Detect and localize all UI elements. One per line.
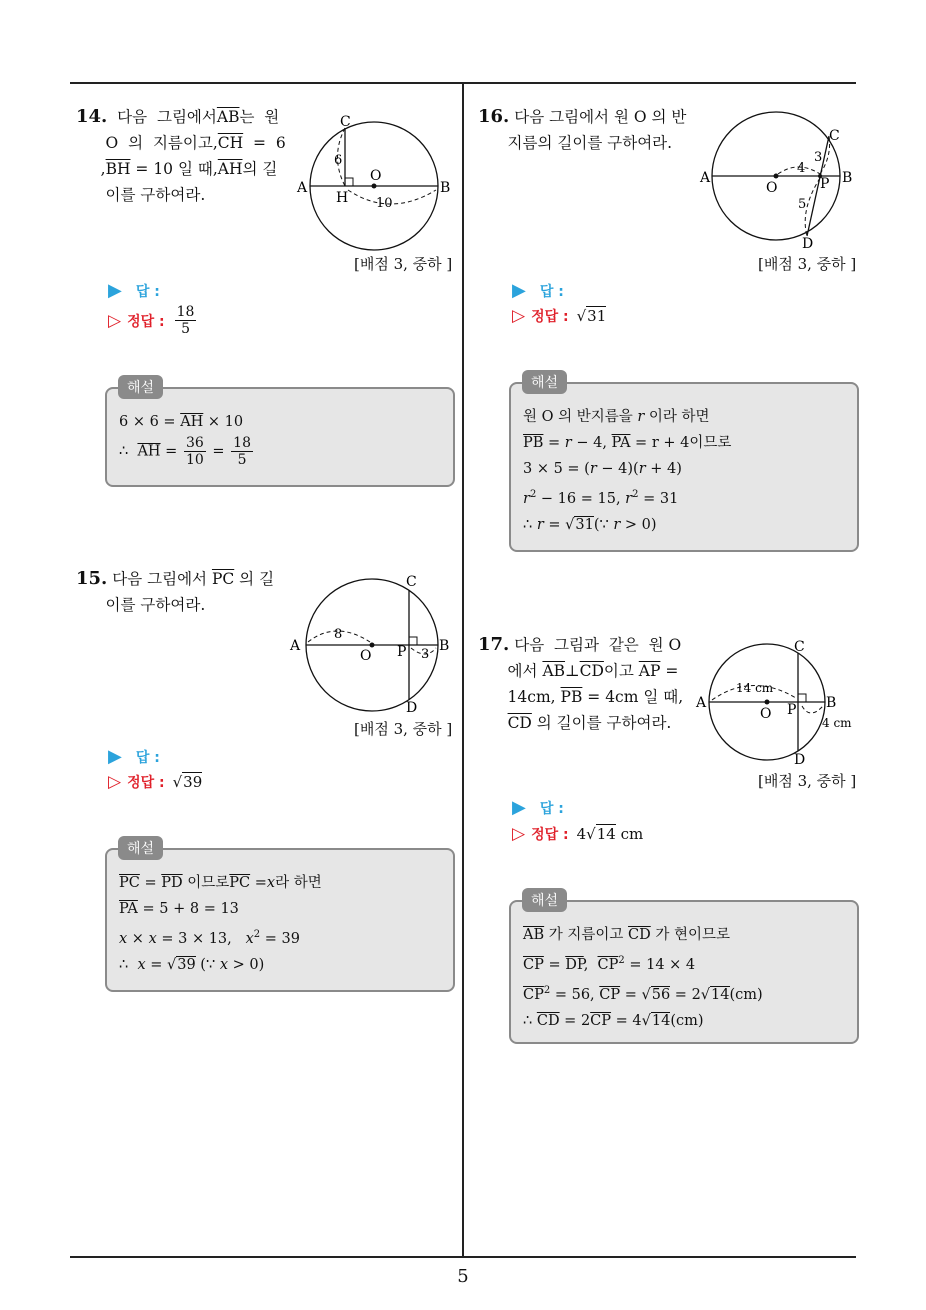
score-17: [배점 3, 중하 ] — [758, 772, 857, 790]
page-number: 5 — [457, 1266, 469, 1287]
question-17-text: 17. 다음 그림과 같은 원 O 에서 $\overline{AB}\perp\overline{CD}$이고 $\overline{AP}$ = 14cm, $\overline{PB} = 4cm$ 일 때, $\overline{CD}$ 의 길이를 구하여라. — [478, 634, 684, 732]
correct-row-14: ▷ 정답 : $\frac{18}{5}$ — [108, 304, 195, 337]
triangle-icon: ▶ — [512, 797, 526, 818]
label-o: O — [760, 706, 772, 722]
label-three: 3 — [814, 150, 823, 165]
solution-box-14: $6 \times 6 = \overline{AH} \times 10$ ∴ $\overline{AH}$ = $\frac{36}{10}$ = $\frac{18}{5}$ — [105, 387, 455, 487]
label-eight: 8 — [334, 627, 343, 642]
answer-row-17: ▶ 답 : — [512, 797, 564, 818]
figure-17-circle — [692, 636, 864, 770]
question-15-text: 15. 다음 그림에서 $\overline{PC}$ 의 길 이를 구하여라. — [76, 568, 275, 614]
triangle-icon: ▶ — [108, 746, 122, 767]
label-b: B — [826, 695, 837, 711]
correct-answer-16: √31 — [576, 307, 607, 325]
figure-15-circle — [286, 572, 456, 722]
label-ap-length: 14 cm — [736, 681, 774, 695]
correct-answer-17: 4√14 cm — [576, 825, 644, 843]
triangle-outline-icon: ▷ — [512, 824, 526, 844]
answer-row-15: ▶ 답 : — [108, 746, 160, 767]
label-b: B — [842, 170, 853, 186]
label-a: A — [700, 170, 711, 186]
question-number: 17. — [478, 634, 510, 655]
label-pb-length: 4 cm — [822, 716, 852, 730]
figure-16-circle — [696, 110, 866, 255]
solution-tag-15: 해설 — [118, 836, 163, 860]
label-p: P — [820, 176, 830, 192]
triangle-outline-icon: ▷ — [108, 310, 122, 331]
label-ten: 10 — [376, 196, 393, 211]
label-five: 5 — [798, 197, 807, 212]
triangle-icon: ▶ — [108, 280, 122, 301]
label-d: D — [802, 236, 814, 252]
correct-row-15: ▷ 정답 : √39 — [108, 772, 203, 792]
label-o: O — [766, 180, 778, 196]
label-c: C — [794, 639, 805, 655]
triangle-icon: ▶ — [512, 280, 526, 301]
question-16-text: 16. 다음 그림에서 원 O 의 반 지름의 길이를 구하여라. — [478, 106, 687, 152]
solution-box-16: 원 O 의 반지름을 r 이라 하면 $\overline{PB} = r - 4$, $\overline{PA} = r + 4$이므로 3 × 5 = (r − 4)(r + 4) $r^2 - 16 = 15$, $r^2 = 31$ ∴ r = √31(∵ r > 0) — [509, 382, 859, 552]
solution-tag-17: 해설 — [522, 888, 567, 912]
figure-14-circle — [290, 110, 460, 260]
score-15: [배점 3, 중하 ] — [354, 720, 453, 738]
label-c: C — [829, 128, 840, 144]
label-six: 6 — [334, 153, 343, 168]
score-14: [배점 3, 중하 ] — [354, 255, 453, 273]
label-p: P — [397, 644, 407, 660]
label-o: O — [370, 168, 382, 184]
question-number: 16. — [478, 106, 510, 127]
label-d: D — [794, 752, 806, 768]
solution-tag-14: 해설 — [118, 375, 163, 399]
label-c: C — [406, 574, 417, 590]
label-a: A — [696, 695, 707, 711]
answer-row-14: ▶ 답 : — [108, 280, 160, 301]
correct-answer-15: √39 — [172, 773, 203, 791]
label-b: B — [439, 638, 450, 654]
label-p: P — [787, 702, 797, 718]
correct-row-17: ▷ 정답 : 4√14 cm — [512, 824, 644, 844]
triangle-outline-icon: ▷ — [512, 306, 526, 326]
question-14-text: 14. 다음 그림에서$\overline{AB}$는 원 O 의 지름이고$,\overline{CH} = 6$ $,\overline{BH} = 10$ 일 때$,\overline{AH}$의 길 이를 구하여라. — [76, 106, 286, 204]
solution-box-17: $\overline{AB}$ 가 지름이고 $\overline{CD}$ 가 현이므로 $\overline{CP} = \overline{DP}$, $\overline{CP}^2 = 14 \times 4$ $\overline{CP}^2 = 56$, $\overline{CP} = √56 = 2√14(cm)$ ∴ $\overline{CD} = 2\overline{CP} = 4√14(cm)$ — [509, 900, 859, 1044]
label-h: H — [336, 190, 349, 206]
label-four: 4 — [797, 161, 806, 176]
bottom-rule — [70, 1256, 856, 1258]
label-o: O — [360, 648, 372, 664]
triangle-outline-icon: ▷ — [108, 772, 122, 792]
label-d: D — [406, 700, 418, 716]
correct-row-16: ▷ 정답 : √31 — [512, 306, 607, 326]
solution-box-15: $\overline{PC} = \overline{PD}$ 이므로$\overline{PC} =x$라 하면 $\overline{PA} = 5 + 8 = 13$ x × x = 3 × 13, $x^2 = 39$ ∴ x = √39 (∵ x > 0) — [105, 848, 455, 992]
column-divider — [462, 83, 464, 1258]
label-c: C — [340, 114, 351, 130]
answer-row-16: ▶ 답 : — [512, 280, 564, 301]
solution-tag-16: 해설 — [522, 370, 567, 394]
label-b: B — [440, 180, 451, 196]
label-a: A — [290, 638, 301, 654]
score-16: [배점 3, 중하 ] — [758, 255, 857, 273]
label-a: A — [297, 180, 308, 196]
label-three: 3 — [421, 647, 430, 662]
question-number: 15. — [76, 568, 108, 589]
correct-answer-14: $\frac{18}{5}$ — [176, 304, 195, 337]
question-number: 14. — [76, 106, 108, 127]
